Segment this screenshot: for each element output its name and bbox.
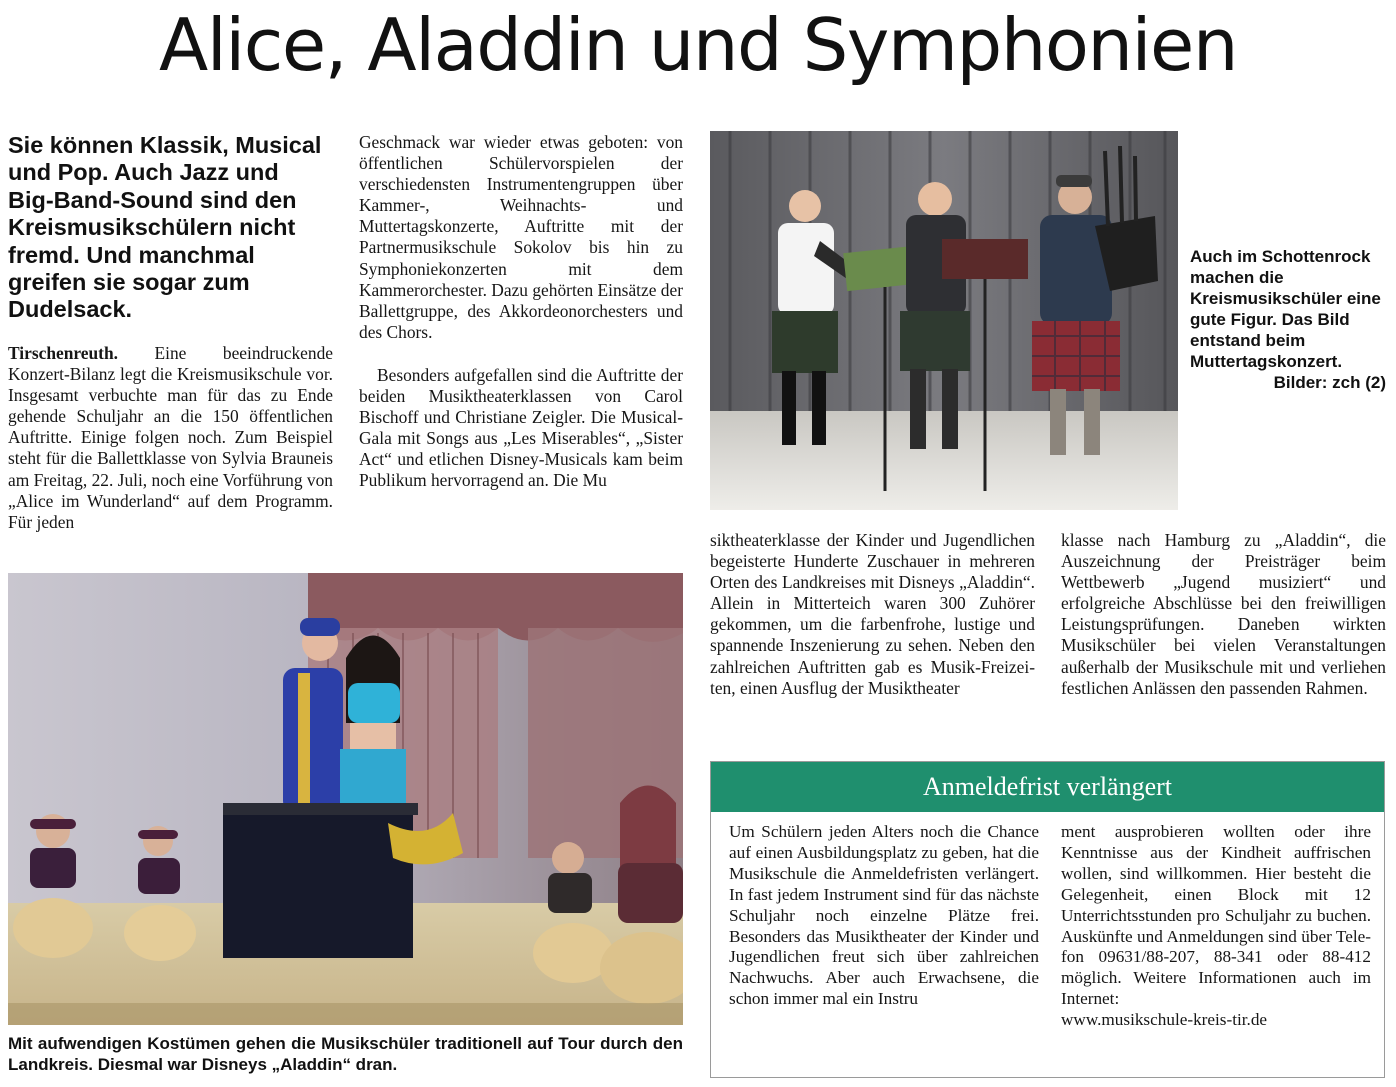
- infobox-column-1-text: Um Schülern jeden Alters noch die Chance auf einen Ausbildungsplatz zu geben, hat die Musikschule die Anmeldefristen verlängert. In fast jedem Instrument sind für das nächste Schuljahr noch einzelne Plätze frei. Besonders das Musiktheater der Kinder und Jugendlichen freut sich über zahlreichen Nachwuchs. Aber auch Erwachsene, die schon immer mal ein Instru: [729, 822, 1039, 1009]
- article-column-4: [1061, 530, 1386, 699]
- infobox-column-2: [1061, 822, 1371, 1031]
- article-column-3-text: siktheaterklasse der Kinder und Jugendlichen begeisterte Hunderte Zuschauer in mehreren Orten des Landkreises mit Disneys „Aladdin“. Allein in Mitterteich waren 300 Zuhörer gekommen, um die farbenfrohe, lustige und spannende Inszenierung zu sehen. Neben den zahlreichen Auftritten gab es Musik-Freizeiten, einen Ausflug der Musiktheater: [710, 530, 1035, 698]
- infobox-column-2-text: ment ausprobieren wollten oder ihre Kenntnisse aus der Kindheit auffrischen wollen, sind willkommen. Hier besteht die Gelegenheit, einen Block mit 12 Unterrichtsstunden pro Schuljahr zu buchen. Auskünfte und Anmeldungen sind über Telefon 09631/88-207, 88-341 oder 88-412 möglich. Weitere Informationen auch im Internet:: [1061, 822, 1371, 1009]
- infobox-title: Anmeldefrist verlängert: [711, 762, 1384, 812]
- photo-aladdin-image: [8, 573, 683, 1025]
- infobox-column-1: [729, 822, 1039, 1010]
- photo-bagpipers-caption-text: Auch im Schottenrock machen die Kreismusikschüler eine gute Figur. Das Bild entstand beim Muttertagskonzert.: [1190, 247, 1381, 371]
- article-column-4-text: klasse nach Hamburg zu „Aladdin“, die Auszeichnung der Preisträger beim Wettbewerb „Jugend musiziert“ und erfolgreiche Abschlüsse bei den freiwilligen Leistungsprüfungen. Daneben wirkten Musikschüler bei vielen Veranstaltungen außerhalb der Musikschule mit und verliehen festlichen Anlässen den passenden Rahmen.: [1061, 530, 1386, 698]
- article-column-1: [8, 343, 333, 533]
- infobox-url-link[interactable]: www.musikschule-kreis-tir.de: [1061, 1010, 1268, 1030]
- photo-bagpipers-caption: [1190, 246, 1386, 393]
- photo-bagpipers: [710, 131, 1178, 510]
- photo-aladdin: [8, 573, 683, 1025]
- article-column-2: [359, 132, 683, 492]
- article-column-2-paragraph-1: Geschmack war wieder etwas geboten: von öffentlichen Schülervorspielen der verschiedensten Instrumentengruppen über Kammer-, Weihnachts- und Muttertagskonzerte, Auftritte mit der Partnermusikschule Sokolov bis hin zu Symphoniekonzerten mit dem Kammerorchester. Dazu gehörten Einsätze der Ballettgruppe, des Akkordeonorchesters und des Chors.: [359, 132, 683, 342]
- photo-aladdin-caption-text: Mit aufwendigen Kostümen gehen die Musikschüler traditionell auf Tour durch den Landkreis. Diesmal war Disneys „Aladdin“ dran.: [8, 1034, 683, 1074]
- headline: Alice, Aladdin und Symphonien: [159, 3, 1237, 87]
- photo-aladdin-caption: [8, 1033, 683, 1075]
- article-column-3: [710, 530, 1035, 699]
- article-lead: Sie können Klassik, Musical und Pop. Auch Jazz und Big-Band-Sound sind den Kreismusikschülern nicht fremd. Und manchmal greifen sie sogar zum Dudelsack.: [8, 132, 322, 323]
- dateline: Tirschenreuth.: [8, 343, 118, 363]
- photo-credit: Bilder: zch (2): [1273, 373, 1386, 392]
- article-column-2-paragraph-2: Besonders aufgefallen sind die Auftritte der beiden Musiktheaterklassen von Carol Bischoff und Christiane Zeigler. Die Musical-Gala mit Songs aus „Les Miserables“, „Sister Act“ und etlichen Disney-Musicals kam beim Publikum hervorragend an. Die Mu: [359, 364, 683, 491]
- photo-bagpipers-image: [710, 131, 1178, 510]
- infobox: [710, 761, 1385, 1078]
- article-column-1-text: Eine beeindruckende Konzert-Bilanz legt die Kreismusikschule vor. Insgesamt verbuchte man für das zu Ende gehende Schuljahr an die 150 öffentlichen Auftritte. Einige folgen noch. Zum Beispiel steht für die Ballettklasse von Sylvia Brauneis am Freitag, 22. Juli, noch eine Vorführung von „Alice im Wunderland“ auf dem Programm. Für jeden: [8, 343, 333, 532]
